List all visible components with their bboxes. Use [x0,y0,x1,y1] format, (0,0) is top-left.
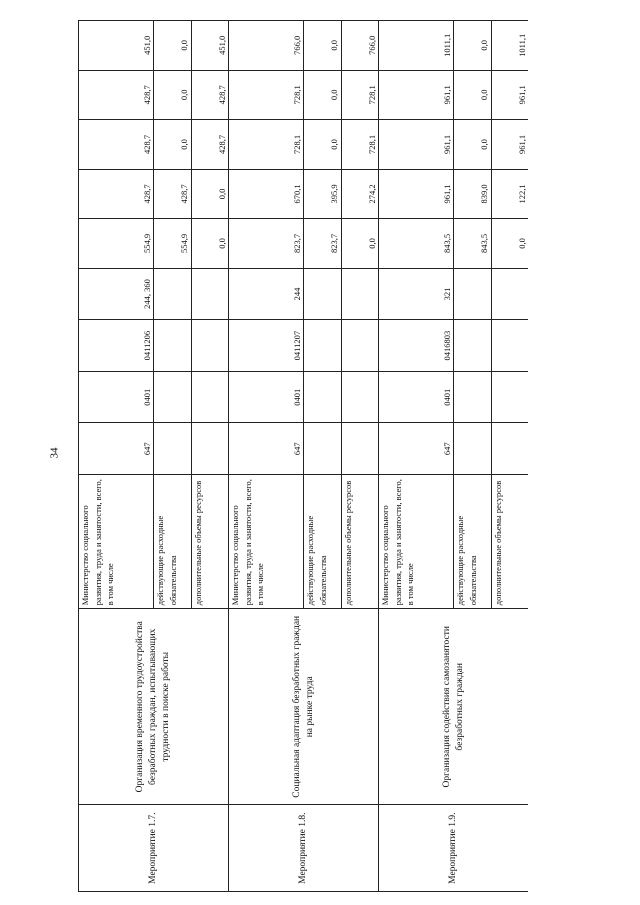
value-cell: 0,0 [454,70,492,120]
value-cell: 0,0 [154,120,192,170]
value-cell: 0,0 [191,219,229,269]
value-cell: 823,7 [304,219,342,269]
vr-code-empty [454,268,492,320]
value-cell: 554,9 [79,219,154,269]
source-label: дополнительные объемы ресурсов [191,475,229,609]
table-row [79,21,154,892]
value-cell: 0,0 [304,70,342,120]
activity-name: Мероприятие 1.9. [379,805,529,892]
rzpr-code-empty [491,371,528,423]
source-label: дополнительные объемы ресурсов [491,475,528,609]
grbs-code-empty [191,423,229,475]
rzpr-code-empty [154,371,192,423]
value-cell: 428,7 [154,169,192,219]
value-cell: 766,0 [341,21,379,71]
value-cell: 554,9 [154,219,192,269]
value-cell: 451,0 [79,21,154,71]
activity-name: Мероприятие 1.7. [79,805,229,892]
csr-code-empty [454,320,492,372]
rzpr-code-empty [191,371,229,423]
rzpr-code-empty [454,371,492,423]
value-cell: 0,0 [154,70,192,120]
value-cell: 0,0 [491,219,528,269]
grbs-code-empty [304,423,342,475]
value-cell: 839,0 [454,169,492,219]
value-cell: 274,2 [341,169,379,219]
value-cell: 728,1 [229,120,304,170]
value-cell: 451,0 [191,21,229,71]
vr-code-empty [341,268,379,320]
table-viewport [78,20,528,892]
csr-code-empty [341,320,379,372]
value-cell: 961,1 [379,169,454,219]
csr-code: 0416803 [379,320,454,372]
value-cell: 428,7 [79,120,154,170]
value-cell: 122,1 [491,169,528,219]
csr-code-empty [154,320,192,372]
source-label: действующие расходные обязательства [154,475,192,609]
budget-table [78,20,528,892]
value-cell: 0,0 [154,21,192,71]
table-row [229,21,304,892]
rzpr-code: 0401 [79,371,154,423]
grbs-code-empty [454,423,492,475]
vr-code: 244, 360 [79,268,154,320]
value-cell: 1011,1 [379,21,454,71]
value-cell: 0,0 [304,21,342,71]
vr-code: 321 [379,268,454,320]
rzpr-code-empty [341,371,379,423]
grbs-code: 647 [229,423,304,475]
grbs-code-empty [491,423,528,475]
value-cell: 961,1 [379,120,454,170]
value-cell: 0,0 [191,169,229,219]
page-number: 34 [48,447,60,459]
source-label: дополнительные объемы ресурсов [341,475,379,609]
value-cell: 766,0 [229,21,304,71]
value-cell: 1011,1 [491,21,528,71]
csr-code: 0411207 [229,320,304,372]
value-cell: 0,0 [304,120,342,170]
value-cell: 0,0 [454,120,492,170]
value-cell: 395,9 [304,169,342,219]
csr-code-empty [491,320,528,372]
source-label: Министерство социального развития, труда и занятости, всего, в том числе [79,475,154,609]
csr-code: 0411206 [79,320,154,372]
source-label: Министерство социального развития, труда и занятости, всего, в том числе [229,475,304,609]
value-cell: 0,0 [454,21,492,71]
value-cell: 843,5 [379,219,454,269]
value-cell: 843,5 [454,219,492,269]
rzpr-code: 0401 [229,371,304,423]
source-label: действующие расходные обязательства [304,475,342,609]
rzpr-code-empty [304,371,342,423]
value-cell: 823,7 [229,219,304,269]
activity-title: Организация временного трудоустройства безработных граждан, испытывающих трудности в поиске работы [79,609,229,805]
value-cell: 961,1 [491,70,528,120]
value-cell: 428,7 [191,70,229,120]
activity-title: Социальная адаптация безработных граждан на рынке труда [229,609,379,805]
vr-code-empty [154,268,192,320]
grbs-code-empty [341,423,379,475]
vr-code-empty [304,268,342,320]
vr-code-empty [491,268,528,320]
value-cell: 428,7 [191,120,229,170]
source-label: действующие расходные обязательства [454,475,492,609]
grbs-code: 647 [79,423,154,475]
value-cell: 428,7 [79,70,154,120]
value-cell: 428,7 [79,169,154,219]
grbs-code-empty [154,423,192,475]
value-cell: 0,0 [341,219,379,269]
value-cell: 961,1 [491,120,528,170]
vr-code-empty [191,268,229,320]
grbs-code: 647 [379,423,454,475]
csr-code-empty [191,320,229,372]
source-label: Министерство социального развития, труда и занятости, всего, в том числе [379,475,454,609]
rzpr-code: 0401 [379,371,454,423]
activity-name: Мероприятие 1.8. [229,805,379,892]
table-row [379,21,454,892]
activity-title: Организация содействия самозанятости безработных граждан [379,609,529,805]
csr-code-empty [304,320,342,372]
vr-code: 244 [229,268,304,320]
value-cell: 728,1 [341,70,379,120]
value-cell: 670,1 [229,169,304,219]
value-cell: 728,1 [341,120,379,170]
rotated-table-container [78,20,528,892]
value-cell: 728,1 [229,70,304,120]
value-cell: 961,1 [379,70,454,120]
